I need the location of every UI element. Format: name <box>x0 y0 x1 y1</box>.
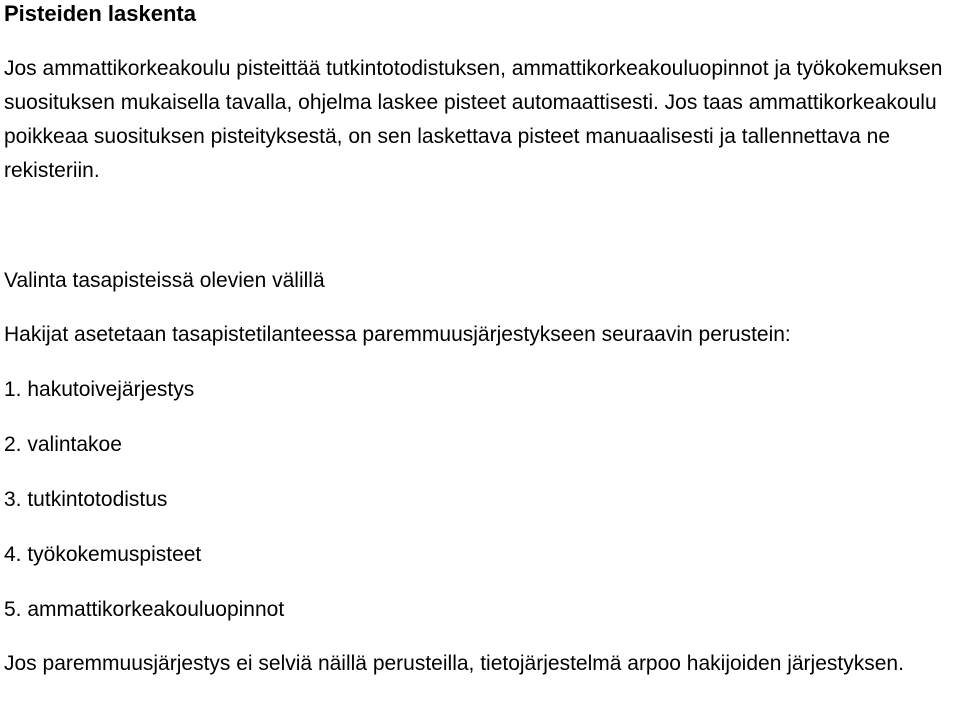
criteria-list <box>4 373 284 648</box>
criteria-item: 3. tutkintotodistus <box>4 488 168 511</box>
page-title: Pisteiden laskenta <box>4 1 196 26</box>
outro-paragraph: Jos paremmuusjärjestys ei selviä näillä perusteilla, tietojärjestelmä arpoo hakijoiden järjestyksen. <box>4 652 904 675</box>
criteria-item: 5. ammattikorkeakouluopinnot <box>4 598 285 621</box>
criteria-item: 1. hakutoivejärjestys <box>4 378 195 401</box>
criteria-item: 4. työkokemuspisteet <box>4 543 202 566</box>
section-heading: Valinta tasapisteissä olevien välillä <box>4 269 325 292</box>
intro-paragraph: Jos ammattikorkeakoulu pisteittää tutkintotodistuksen, ammattikorkeakouluopinnot ja työkokemuksen suosituksen mukaisella tavalla, ohjelma laskee pisteet automaattisesti. Jos taas ammattikorkeakoulu poikkeaa suosituksen pisteityksestä, on sen laskettava pisteet manuaalisesti ja tallennettava ne rekisteriin. <box>4 57 943 182</box>
tie-rule-paragraph: Hakijat asetetaan tasapistetilanteessa paremmuusjärjestykseen seuraavin perustein: <box>4 323 791 346</box>
criteria-item: 2. valintakoe <box>4 433 122 456</box>
